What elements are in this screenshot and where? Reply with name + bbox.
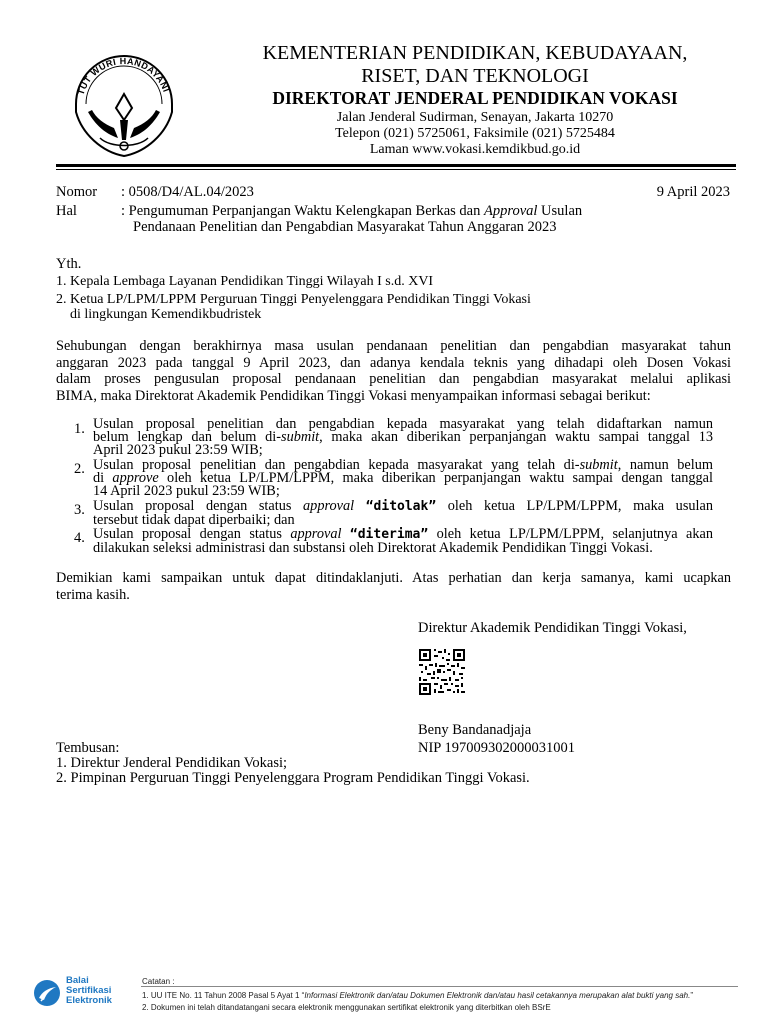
footer-rule bbox=[141, 986, 738, 987]
footer-note-2: 2. Dokumen ini telah ditandatangani secara elektronik menggunakan sertifikat elektronik yang diterbitkan oleh BSrE bbox=[142, 1003, 551, 1012]
letterhead-rule bbox=[56, 164, 736, 167]
tembusan-1: 1. Direktur Jenderal Pendidikan Vokasi; bbox=[56, 755, 288, 771]
signatory-title: Direktur Akademik Pendidikan Tinggi Vokasi, bbox=[418, 620, 687, 636]
footer-catatan-label: Catatan : bbox=[142, 977, 175, 986]
signature-qr-code bbox=[418, 648, 466, 696]
ministry-name-line2: RISET, DAN TEKNOLOGI bbox=[361, 65, 589, 87]
ministry-name-line1: KEMENTERIAN PENDIDIKAN, KEBUDAYAAN, bbox=[262, 42, 688, 64]
closing-paragraph: Demikian kami sampaikan untuk dapat ditindaklanjuti. Atas perhatian dan kerja samanya, kami ucapkan terima kasih. bbox=[56, 570, 731, 603]
nomor-label: Nomor bbox=[56, 184, 98, 200]
recipient-2-line2: di lingkungan Kemendikbudristek bbox=[70, 307, 262, 322]
signatory-nip: NIP 197009302000031001 bbox=[418, 740, 575, 756]
intro-paragraph: Sehubungan dengan berakhirnya masa usulan pendanaan penelitian dan pengabdian masyarakat tahun anggaran 2023 pada tanggal 9 April 2023, dan adanya kendala teknis yang dihadapi oleh Dosen Vokasi dalam proses pengusulan proposal pendanaan penelitian dan pengabdian masyarakat melalui aplikasi BIMA, maka Direktorat Akademik Pendidikan Tinggi Vokasi menyampaikan informasi sebagai berikut: bbox=[56, 338, 731, 404]
item-number-2: 2. bbox=[74, 461, 85, 477]
signatory-name: Beny Bandanadjaja bbox=[418, 722, 532, 738]
recipient-2-line1: 2. Ketua LP/LPM/LPPM Perguruan Tinggi Penyelenggara Pendidikan Tinggi Vokasi bbox=[56, 292, 531, 307]
nomor-value: : 0508/D4/AL.04/2023 bbox=[121, 184, 254, 200]
letter-date: 9 April 2023 bbox=[656, 184, 730, 200]
subject-line2: Pendanaan Penelitian dan Pengabdian Masyarakat Tahun Anggaran 2023 bbox=[133, 219, 557, 235]
address: Jalan Jenderal Sudirman, Senayan, Jakarta 10270 bbox=[336, 110, 614, 125]
tembusan-2: 2. Pimpinan Perguruan Tinggi Penyelenggara Program Pendidikan Tinggi Vokasi. bbox=[56, 770, 530, 786]
recipient-1: 1. Kepala Lembaga Layanan Pendidikan Tinggi Wilayah I s.d. XVI bbox=[56, 274, 434, 289]
list-item-3: Usulan proposal dengan status approval “ditolak” oleh ketua LP/LPM/LPPM, maka usulan tersebut tidak dapat diperbaiki; dan bbox=[93, 498, 714, 528]
svg-text:TUT WURI HANDAYANI: TUT WURI HANDAYANI bbox=[75, 55, 172, 97]
bsre-logo-icon bbox=[32, 978, 62, 1008]
list-item-2: Usulan proposal penelitian dan pengabdian kepada masyarakat yang telah di-submit, namun belum di approve oleh ketua LP/LPM/LPPM, maka diberikan perpanjangan waktu sampai dengan tanggal 14 April 2023 pukul 23:59 WIB; bbox=[93, 457, 714, 499]
hal-label: Hal bbox=[56, 203, 77, 219]
phone-fax: Telepon (021) 5725061, Faksimile (021) 5725484 bbox=[335, 126, 615, 141]
list-item-1: Usulan proposal penelitian dan pengabdian kepada masyarakat yang telah didaftarkan namun belum lengkap dan belum di-submit, maka akan diberikan perpanjangan waktu sampai tanggal 13 April 2023 pukul 23:59 WIB; bbox=[93, 416, 713, 458]
tembusan-label: Tembusan: bbox=[56, 740, 120, 756]
bsre-logo-text: Balai Sertifikasi Elektronik bbox=[66, 975, 112, 1006]
tut-wuri-handayani-logo bbox=[66, 42, 182, 160]
footer-note-1: 1. UU ITE No. 11 Tahun 2008 Pasal 5 Ayat 1 “Informasi Elektronik dan/atau Dokumen Elektronik dan/atau hasil cetakannya merupakan alat bukti yang sah.” bbox=[142, 991, 693, 1000]
subject-line1: : Pengumuman Perpanjangan Waktu Kelengkapan Berkas dan Approval Usulan bbox=[121, 203, 583, 219]
yth: Yth. bbox=[56, 256, 82, 272]
item-number-1: 1. bbox=[74, 421, 85, 437]
letterhead-rule-thin bbox=[56, 169, 736, 170]
item-number-4: 4. bbox=[74, 530, 85, 546]
directorate-name: DIREKTORAT JENDERAL PENDIDIKAN VOKASI bbox=[272, 88, 678, 108]
list-item-4: Usulan proposal dengan status approval “diterima” oleh ketua LP/LPM/LPPM, selanjutnya akan dilakukan seleksi administrasi dan substansi oleh Direktorat Akademik Pendidikan Tinggi Vokasi. bbox=[93, 526, 714, 556]
item-number-3: 3. bbox=[74, 502, 85, 518]
website: Laman www.vokasi.kemdikbud.go.id bbox=[369, 142, 581, 157]
